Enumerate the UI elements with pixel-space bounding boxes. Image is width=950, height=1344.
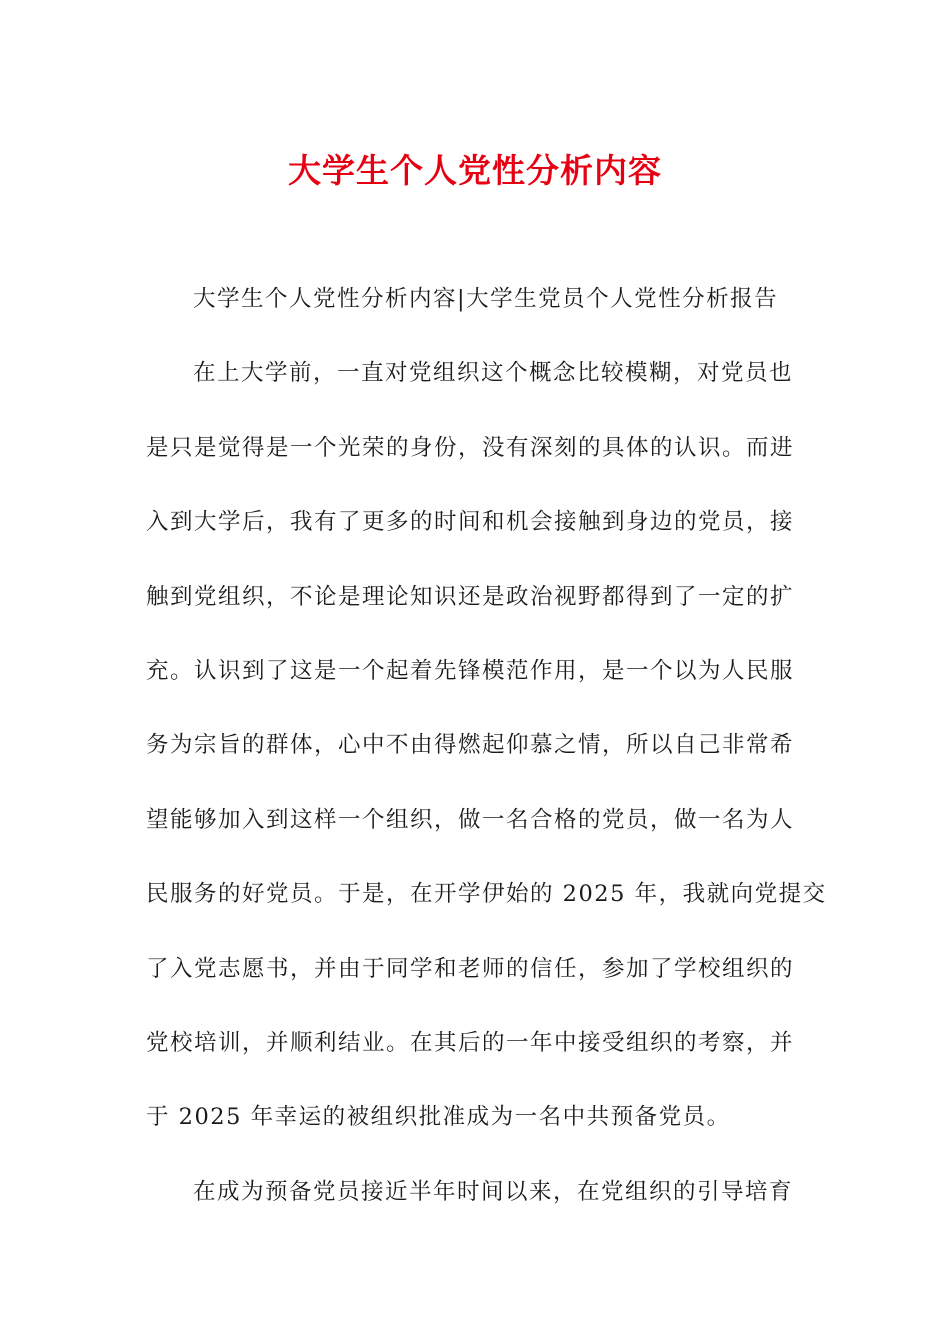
body-line-6: 充。认识到了这是一个起着先锋模范作用，是一个以为人民服 (146, 657, 795, 684)
body-line-5: 触到党组织，不论是理论知识还是政治视野都得到了一定的扩 (146, 583, 795, 610)
body-line-3: 是只是觉得是一个光荣的身份，没有深刻的具体的认识。而进 (146, 434, 795, 461)
body-line-7: 务为宗旨的群体，心中不由得燃起仰慕之情，所以自己非常希 (146, 732, 795, 759)
body-line-9: 民服务的好党员。于是，在开学伊始的 2025 年，我就向党提交 (146, 881, 827, 908)
body-line-12: 于 2025 年幸运的被组织批准成为一名中共预备党员。 (146, 1104, 731, 1131)
document-body (146, 262, 827, 1229)
body-line-2: 在上大学前，一直对党组织这个概念比较模糊，对党员也 (193, 360, 794, 387)
body-line-11: 党校培训，并顺利结业。在其后的一年中接受组织的考察，并 (146, 1029, 795, 1056)
body-line-13: 在成为预备党员接近半年时间以来，在党组织的引导培育 (193, 1178, 794, 1205)
body-line-8: 望能够加入到这样一个组织，做一名合格的党员，做一名为人 (146, 806, 795, 833)
body-line-1: 大学生个人党性分析内容|大学生党员个人党性分析报告 (193, 286, 779, 312)
document-title: 大学生个人党性分析内容 (288, 151, 662, 190)
body-line-10: 了入党志愿书，并由于同学和老师的信任，参加了学校组织的 (146, 955, 795, 982)
body-line-4: 入到大学后，我有了更多的时间和机会接触到身边的党员，接 (146, 509, 795, 536)
